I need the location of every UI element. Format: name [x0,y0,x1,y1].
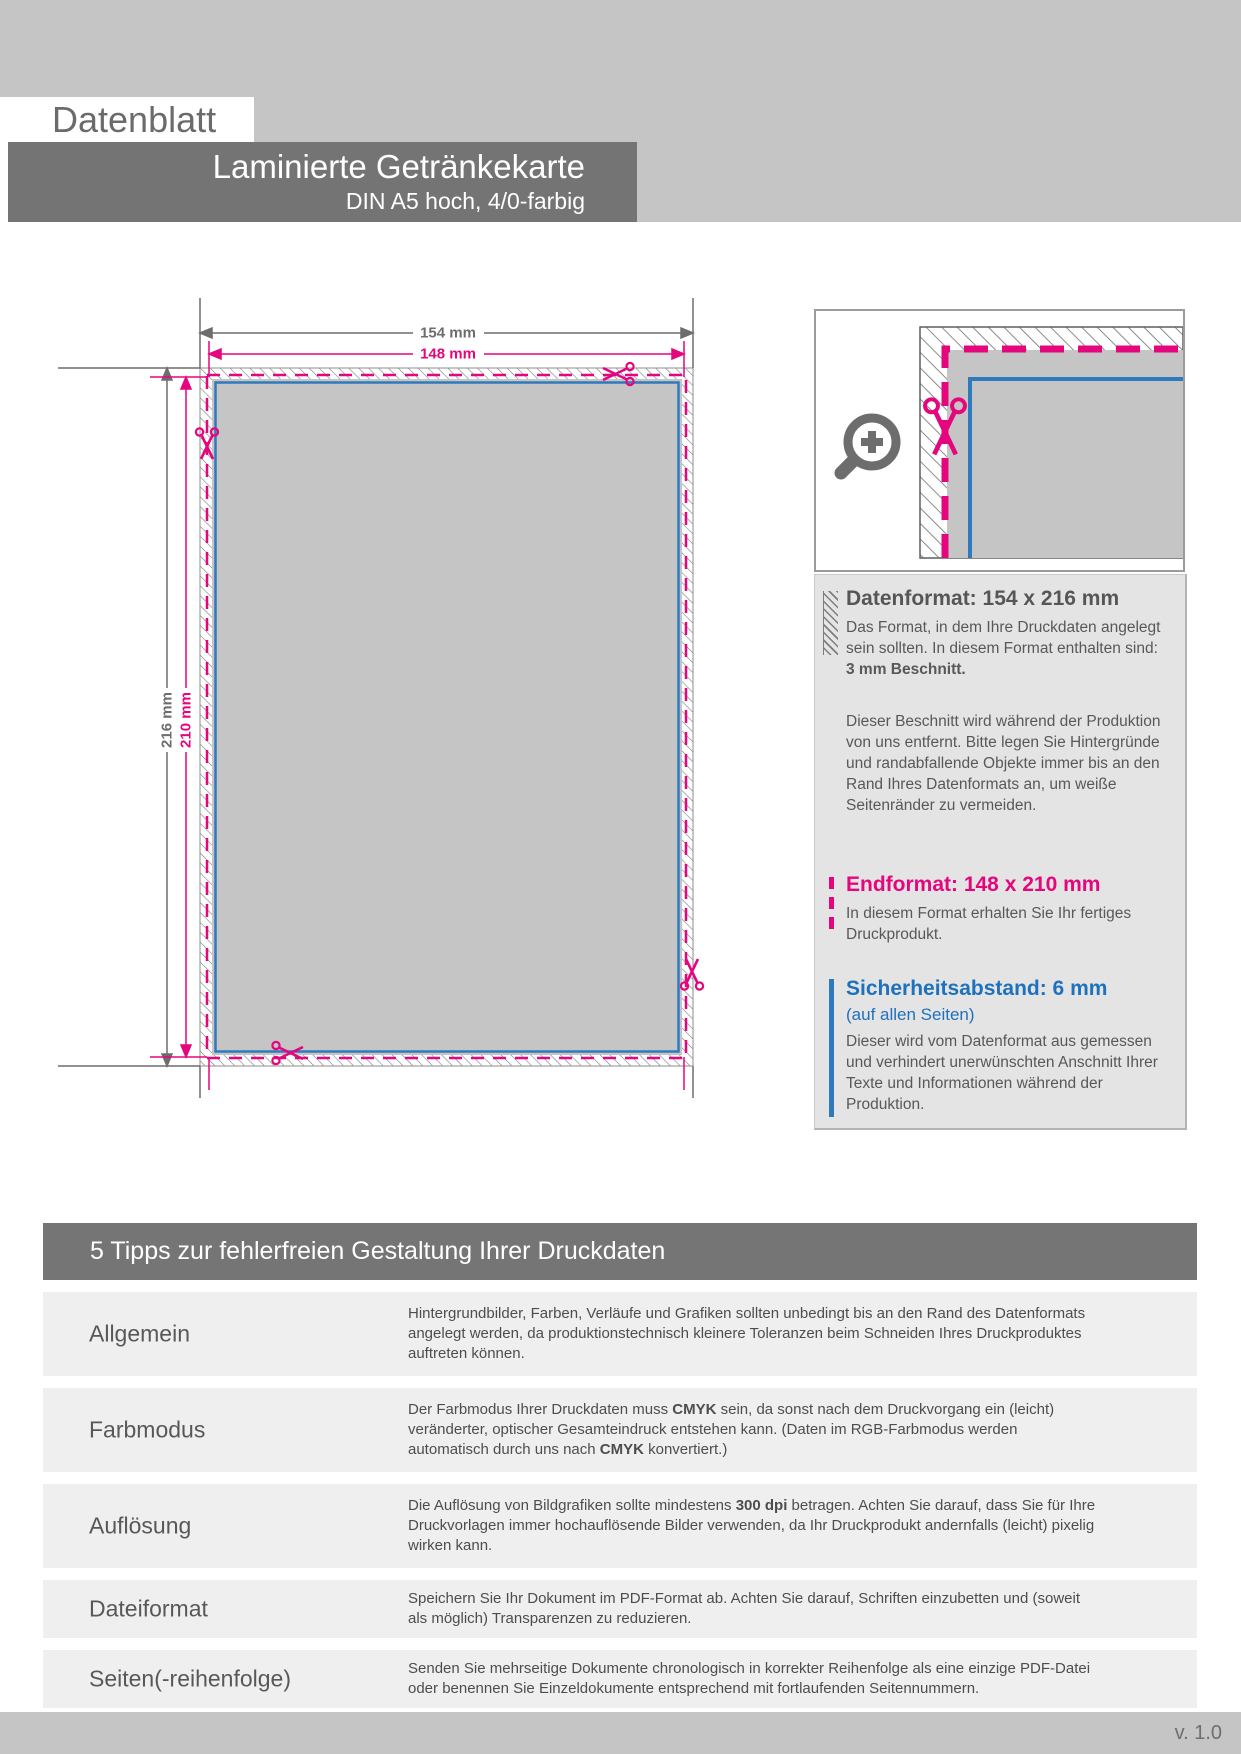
safety-margin-line [216,383,679,1052]
tip-label: Farbmodus [89,1416,206,1443]
scissors-icon [272,1042,303,1064]
format-info-panel [814,574,1187,1130]
tip-label: Seiten(-reihenfolge) [89,1665,292,1692]
safety-subtitle: (auf allen Seiten) [846,1005,975,1024]
tip-label: Auflösung [89,1512,192,1539]
dim-height-data-format: 216 mm [158,692,176,748]
detail-page-area [947,350,1183,558]
title-band [8,142,637,222]
version-label: v. 1.0 [1174,1722,1222,1744]
dim-width-final-format: 148 mm [420,345,476,363]
datenformat-intro: Das Format, in dem Ihre Druckdaten angelegt sein sollten. In diesem Format enthalten sind: 3 mm Beschnitt. [846,619,1161,678]
endformat-body: In diesem Format erhalten Sie Ihr fertiges Druckprodukt. [846,905,1132,943]
zoom-icon [841,418,896,473]
tips-section-header [43,1223,1197,1280]
dim-height-final-format: 210 mm [177,692,195,748]
header-gray-band [0,0,1241,97]
tip-label: Allgemein [89,1320,190,1347]
tip-row-allgemein [43,1292,1197,1376]
safety-bar-icon [829,979,834,1117]
tip-text: Senden Sie mehrseitige Dokumente chronologisch in korrekter Reihenfolge als eine einzige PDF-Datei oder benennen Sie Einzeldokumente entsprechend mit fortlaufenden Seitennummern. [408,1660,1091,1697]
product-title: Laminierte Getränkekarte [212,148,585,185]
tip-text: Speichern Sie Ihr Dokument im PDF-Format ab. Achten Sie darauf, Schriften einzubetten und (soweit als möglich) Transparenzen zu reduzieren. [408,1590,1080,1627]
endformat-title: Endformat: 148 x 210 mm [846,873,1101,896]
datenformat-details: Dieser Beschnitt wird während der Produktion von uns entfernt. Bitte legen Sie Hintergründe und randabfallende Objekte immer bis an den Rand Ihres Datenformats an, um weiße Seitenränder zu vermeiden. [846,713,1161,814]
tip-row-seitenreihenfolge [43,1650,1197,1708]
scissors-icon [681,959,703,990]
safety-title: Sicherheitsabstand: 6 mm [846,977,1108,1000]
tips-section-title: 5 Tipps zur fehlerfreien Gestaltung Ihrer Druckdaten [90,1237,666,1265]
corner-detail-graphic [816,311,1183,570]
tip-row-dateiformat [43,1580,1197,1638]
trim-dash-icon [829,877,834,933]
trim-line [207,375,686,1058]
tip-text: Hintergrundbilder, Farben, Verläufe und Grafiken sollten unbedingt bis an den Rand des Datenformats angelegt werden, da produktionstechnisch kleinere Toleranzen beim Schneiden Ihres Druckproduktes auftreten können. [408,1305,1086,1362]
sheet-label: Datenblatt [52,99,217,140]
product-subtitle: DIN A5 hoch, 4/0-farbig [345,188,585,214]
tip-label: Dateiformat [89,1595,208,1622]
tip-row-aufloesung [43,1484,1197,1568]
bleed-hatch-icon [823,591,838,655]
tip-text: Die Auflösung von Bildgrafiken sollte mindestens 300 dpi betragen. Achten Sie darauf, dass Sie für Ihre Druckvorlagen immer hochauflösende Bilder verwenden, da Ihr Druckprodukt andernfalls (leicht) pixelig wirken kann. [408,1497,1096,1554]
tip-row-farbmodus [43,1388,1197,1472]
corner-detail-box [814,309,1185,572]
dimension-lines-final-format [150,341,684,1090]
datenformat-title: Datenformat: 154 x 216 mm [846,587,1120,610]
dim-width-data-format: 154 mm [420,324,476,342]
safety-body: Dieser wird vom Datenformat aus gemessen und verhindert unerwünschten Anschnitt Ihrer Texte und Informationen während der Produktion. [846,1033,1158,1113]
tip-text: Der Farbmodus Ihrer Druckdaten muss CMYK sein, da sonst nach dem Druckvorgang ein (leicht) veränderter, optischer Gesamteindruck entstehen kann. (Daten im RGB-Farbmodus werden automatisch durch uns nach CMYK konvertiert.) [408,1401,1055,1458]
bleed-hatch-area [200,368,693,1066]
sheet-label-box [8,97,254,143]
footer-band [0,1712,1241,1754]
scissors-icon [196,428,218,459]
dimension-lines-data-format [58,298,693,1098]
scissors-icon [603,363,634,385]
